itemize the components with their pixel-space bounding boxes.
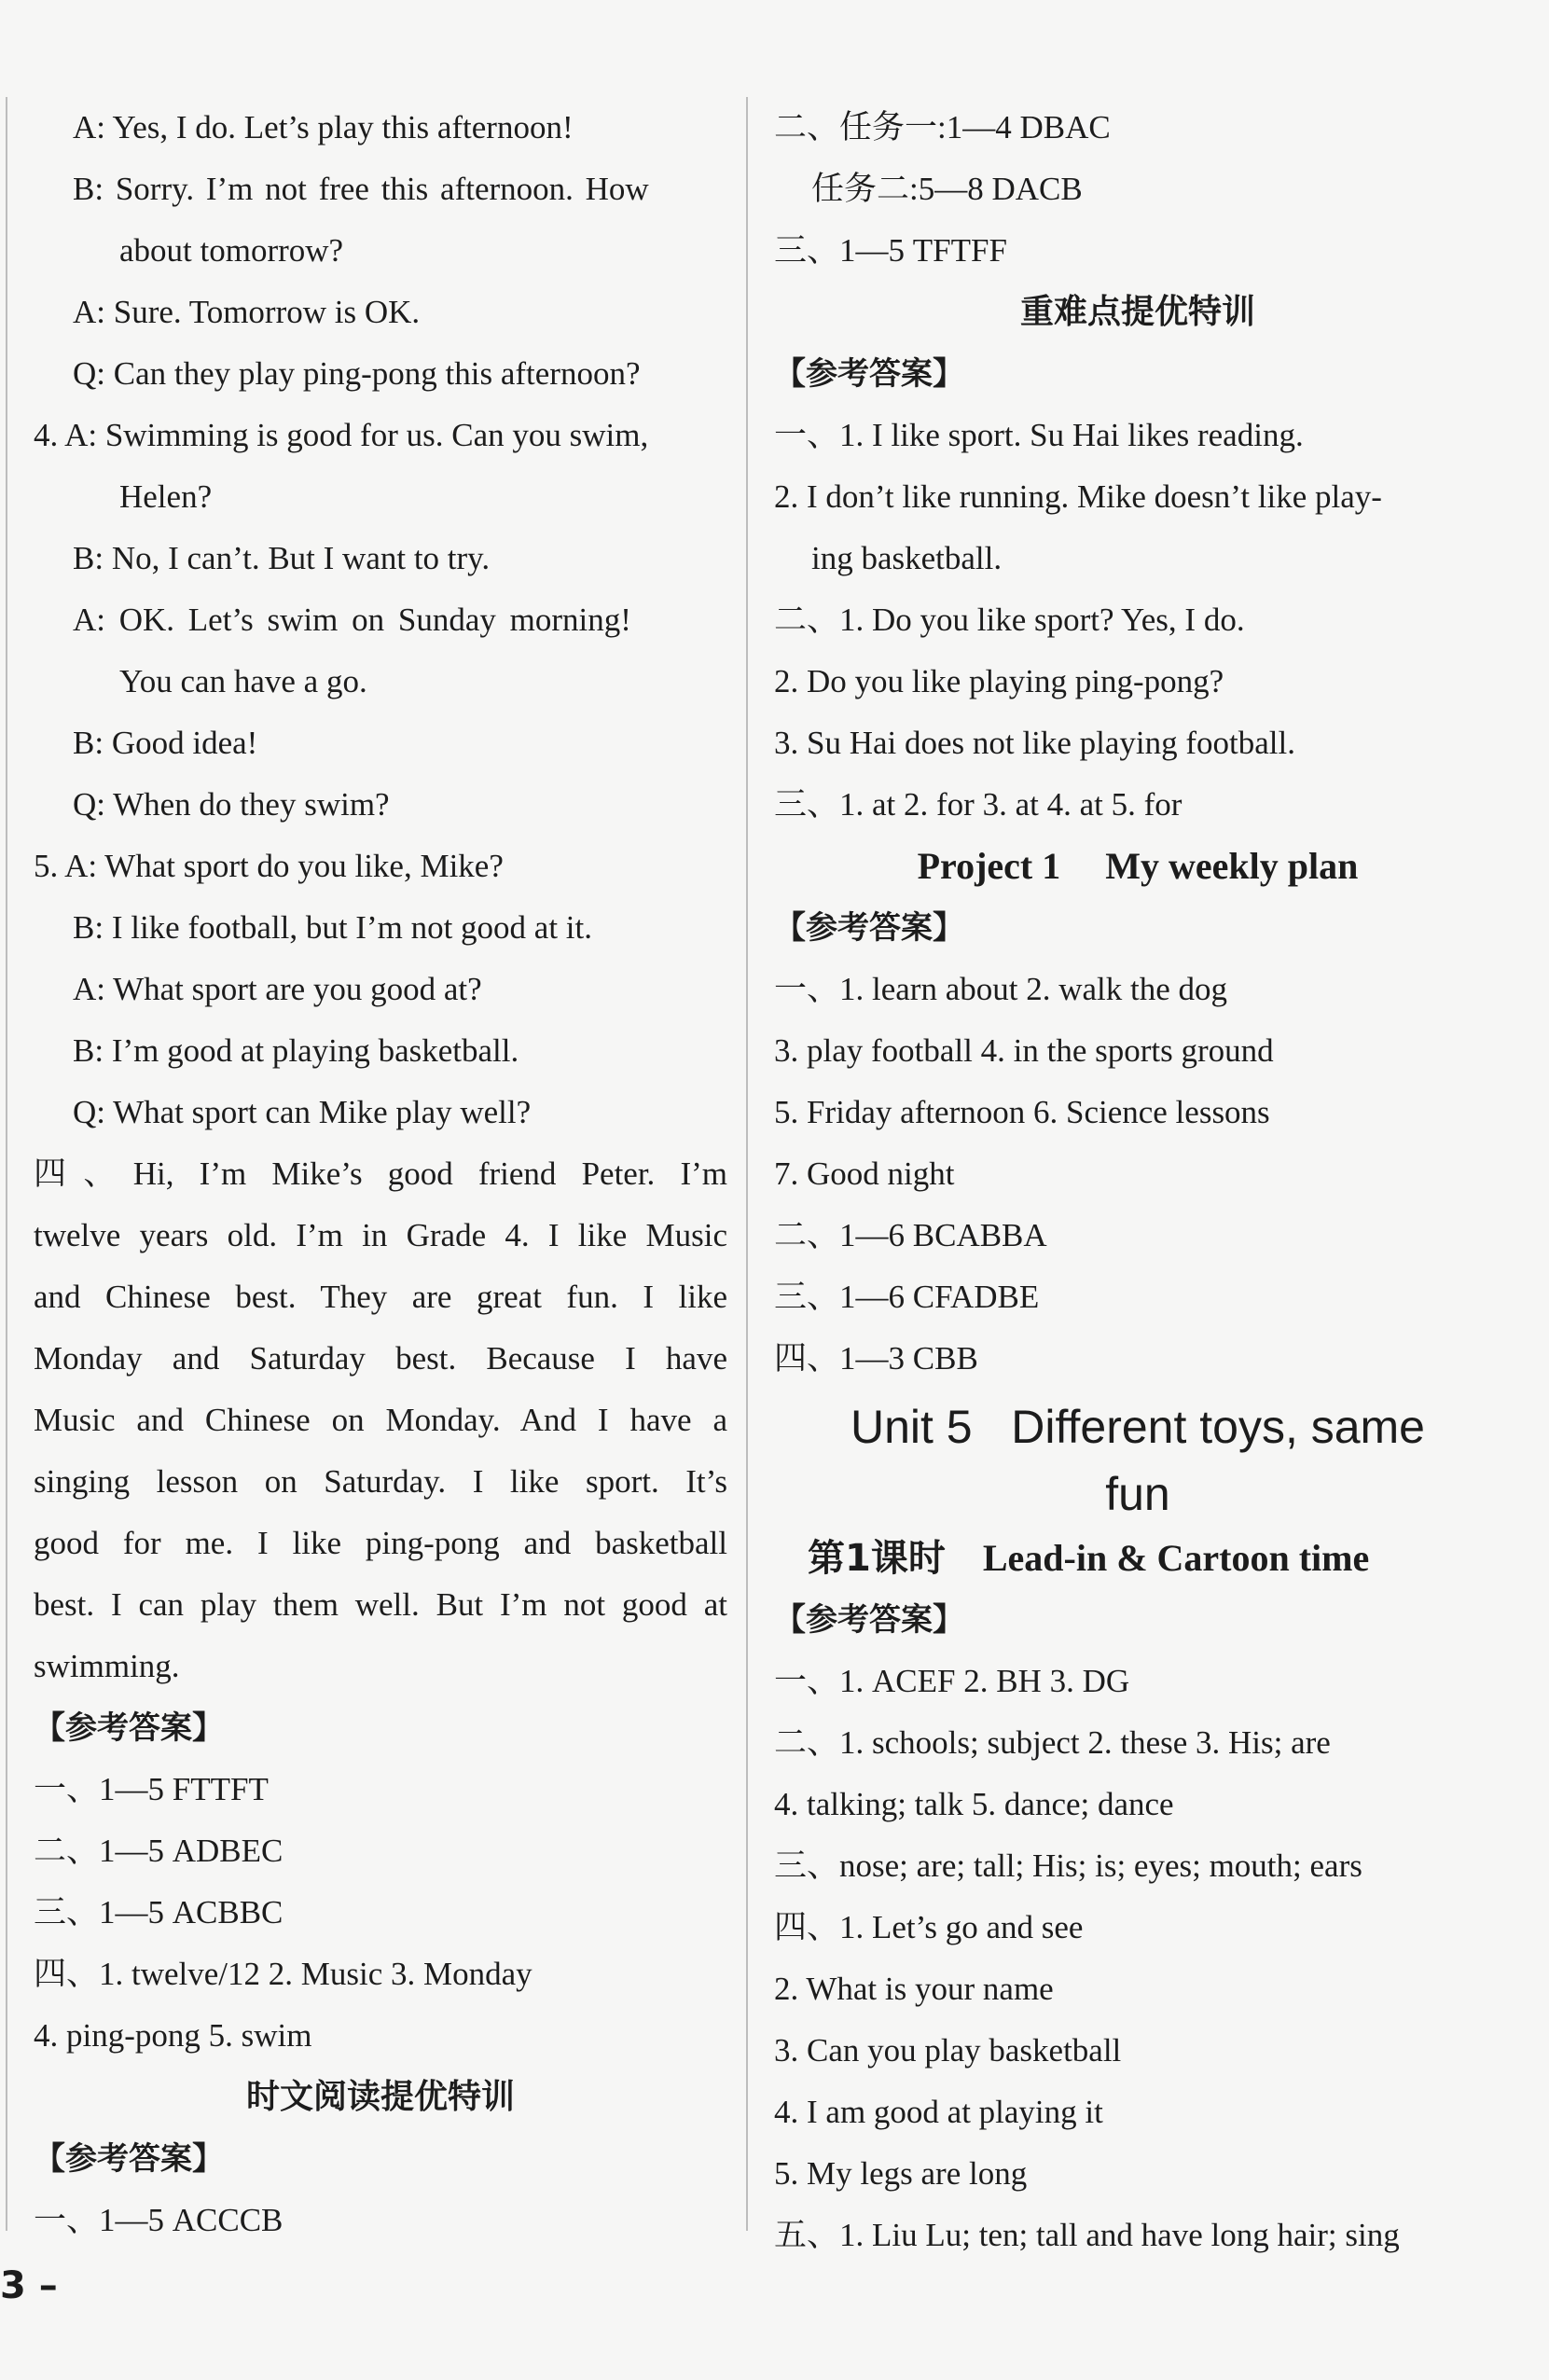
dialog-line: Q: When do they swim? <box>73 786 390 823</box>
answer-line: ing basketball. <box>811 540 1003 576</box>
dialog-line: A: What sport are you good at? <box>73 971 482 1007</box>
answer-line: 四、1—3 CBB <box>774 1340 978 1377</box>
answer-line: 任务二:5—8 DACB <box>811 171 1083 207</box>
answer-line: 二、1—6 BCABBA <box>774 1217 1047 1253</box>
project-name: My weekly plan <box>1105 845 1359 887</box>
dialog-line: A: Sure. Tomorrow is OK. <box>73 294 421 330</box>
answer-line: 三、1—5 ACBBC <box>34 1894 284 1930</box>
answer-line: 三、1—5 TFTFF <box>774 232 1007 269</box>
answer-key-heading: 【参考答案】 <box>34 2140 224 2178</box>
answer-line: 二、1. Do you like sport? Yes, I do. <box>774 602 1245 638</box>
answer-key-heading: 【参考答案】 <box>774 909 964 947</box>
project-title <box>774 836 1501 897</box>
answer-line: 3. play football 4. in the sports ground <box>774 1032 1274 1069</box>
passage-line: and Chinese best. They are great fun. I like <box>34 1279 727 1315</box>
dialog-line: B: Good idea! <box>73 725 258 761</box>
lesson-name: Lead-in & Cartoon time <box>982 1537 1370 1579</box>
answer-line: 三、nose; are; tall; His; is; eyes; mouth; ears <box>774 1847 1362 1884</box>
answer-line: 4. talking; talk 5. dance; dance <box>774 1786 1174 1822</box>
answer-line: 二、1—5 ADBEC <box>34 1833 284 1869</box>
passage-line: singing lesson on Saturday. I like sport. It’s <box>34 1463 727 1500</box>
left-column <box>34 97 727 2251</box>
passage-line: Music and Chinese on Monday. And I have a <box>34 1402 727 1438</box>
answer-line: 5. My legs are long <box>774 2155 1028 2192</box>
answer-key-heading: 【参考答案】 <box>774 355 964 393</box>
answer-line: 二、1. schools; subject 2. these 3. His; are <box>774 1724 1331 1761</box>
reading-section-title: 时文阅读提优特训 <box>245 2078 515 2116</box>
dialog-line: 5. A: What sport do you like, Mike? <box>34 848 504 884</box>
dialog-line: You can have a go. <box>119 663 367 699</box>
passage-line: good for me. I like ping-pong and basketball <box>34 1525 727 1561</box>
answer-line: 一、1. I like sport. Su Hai likes reading. <box>774 417 1304 453</box>
dialog-line: A: Yes, I do. Let’s play this afternoon! <box>73 109 574 145</box>
dialog-line: about tomorrow? <box>119 232 344 269</box>
dialog-line: Helen? <box>119 478 213 515</box>
answer-line: 7. Good night <box>774 1155 955 1192</box>
lesson-number: 第1课时 <box>808 1537 946 1580</box>
answer-line: 二、任务一:1—4 DBAC <box>774 109 1111 145</box>
left-margin-rule <box>6 97 7 2231</box>
answer-line: 一、1—5 ACCCB <box>34 2202 284 2238</box>
dialog-line: B: Sorry. I’m not free this afternoon. How <box>73 171 649 207</box>
answer-line: 2. What is your name <box>774 1971 1054 2007</box>
answer-key-heading: 【参考答案】 <box>774 1601 964 1639</box>
answer-line: 3. Can you play basketball <box>774 2032 1122 2069</box>
passage-line: Monday and Saturday best. Because I have <box>34 1340 727 1377</box>
answer-line: 2. I don’t like running. Mike doesn’t like play- <box>774 478 1382 515</box>
dialog-line: Q: What sport can Mike play well? <box>73 1094 532 1130</box>
dialog-line: A: OK. Let’s swim on Sunday morning! <box>73 602 631 638</box>
passage-line: swimming. <box>34 1648 180 1684</box>
answer-line: 3. Su Hai does not like playing football. <box>774 725 1295 761</box>
answer-line: 一、1. ACEF 2. BH 3. DG <box>774 1663 1130 1699</box>
answer-line: 三、1. at 2. for 3. at 4. at 5. for <box>774 786 1182 823</box>
answer-line: 四、1. Let’s go and see <box>774 1909 1084 1945</box>
answer-line: 一、1—5 FTTFT <box>34 1771 269 1807</box>
unit-title-line: fun <box>1105 1468 1170 1520</box>
passage-line: twelve years old. I’m in Grade 4. I like Music <box>34 1217 727 1253</box>
answer-line: 4. I am good at playing it <box>774 2094 1103 2130</box>
passage-line: best. I can play them well. But I’m not good at <box>34 1586 727 1623</box>
dialog-line: 4. A: Swimming is good for us. Can you swim, <box>34 417 649 453</box>
right-column <box>774 97 1501 2266</box>
answer-key-heading: 【参考答案】 <box>34 1709 224 1747</box>
dialog-line: B: No, I can’t. But I want to try. <box>73 540 491 576</box>
answer-line: 4. ping-pong 5. swim <box>34 2017 312 2054</box>
dialog-line: B: I like football, but I’m not good at it. <box>73 909 593 946</box>
page-number: 3 – <box>0 2264 58 2307</box>
column-divider <box>746 97 748 2231</box>
key-points-section-title: 重难点提优特训 <box>1019 293 1255 331</box>
project-label: Project 1 <box>917 845 1061 887</box>
unit-title-line: Unit 5 Different toys, same <box>851 1401 1425 1453</box>
lesson-title <box>774 1528 1501 1589</box>
answer-line: 四、1. twelve/12 2. Music 3. Monday <box>34 1956 532 1992</box>
answer-line: 2. Do you like playing ping-pong? <box>774 663 1224 699</box>
passage-line: 四、Hi, I’m Mike’s good friend Peter. I’m <box>34 1155 727 1192</box>
dialog-line: Q: Can they play ping-pong this afternoon? <box>73 355 641 392</box>
answer-line: 三、1—6 CFADBE <box>774 1279 1040 1315</box>
dialog-line: B: I’m good at playing basketball. <box>73 1032 519 1069</box>
answer-line: 一、1. learn about 2. walk the dog <box>774 971 1228 1007</box>
answer-line: 五、1. Liu Lu; ten; tall and have long hair; sing <box>774 2217 1400 2253</box>
answer-line: 5. Friday afternoon 6. Science lessons <box>774 1094 1270 1130</box>
